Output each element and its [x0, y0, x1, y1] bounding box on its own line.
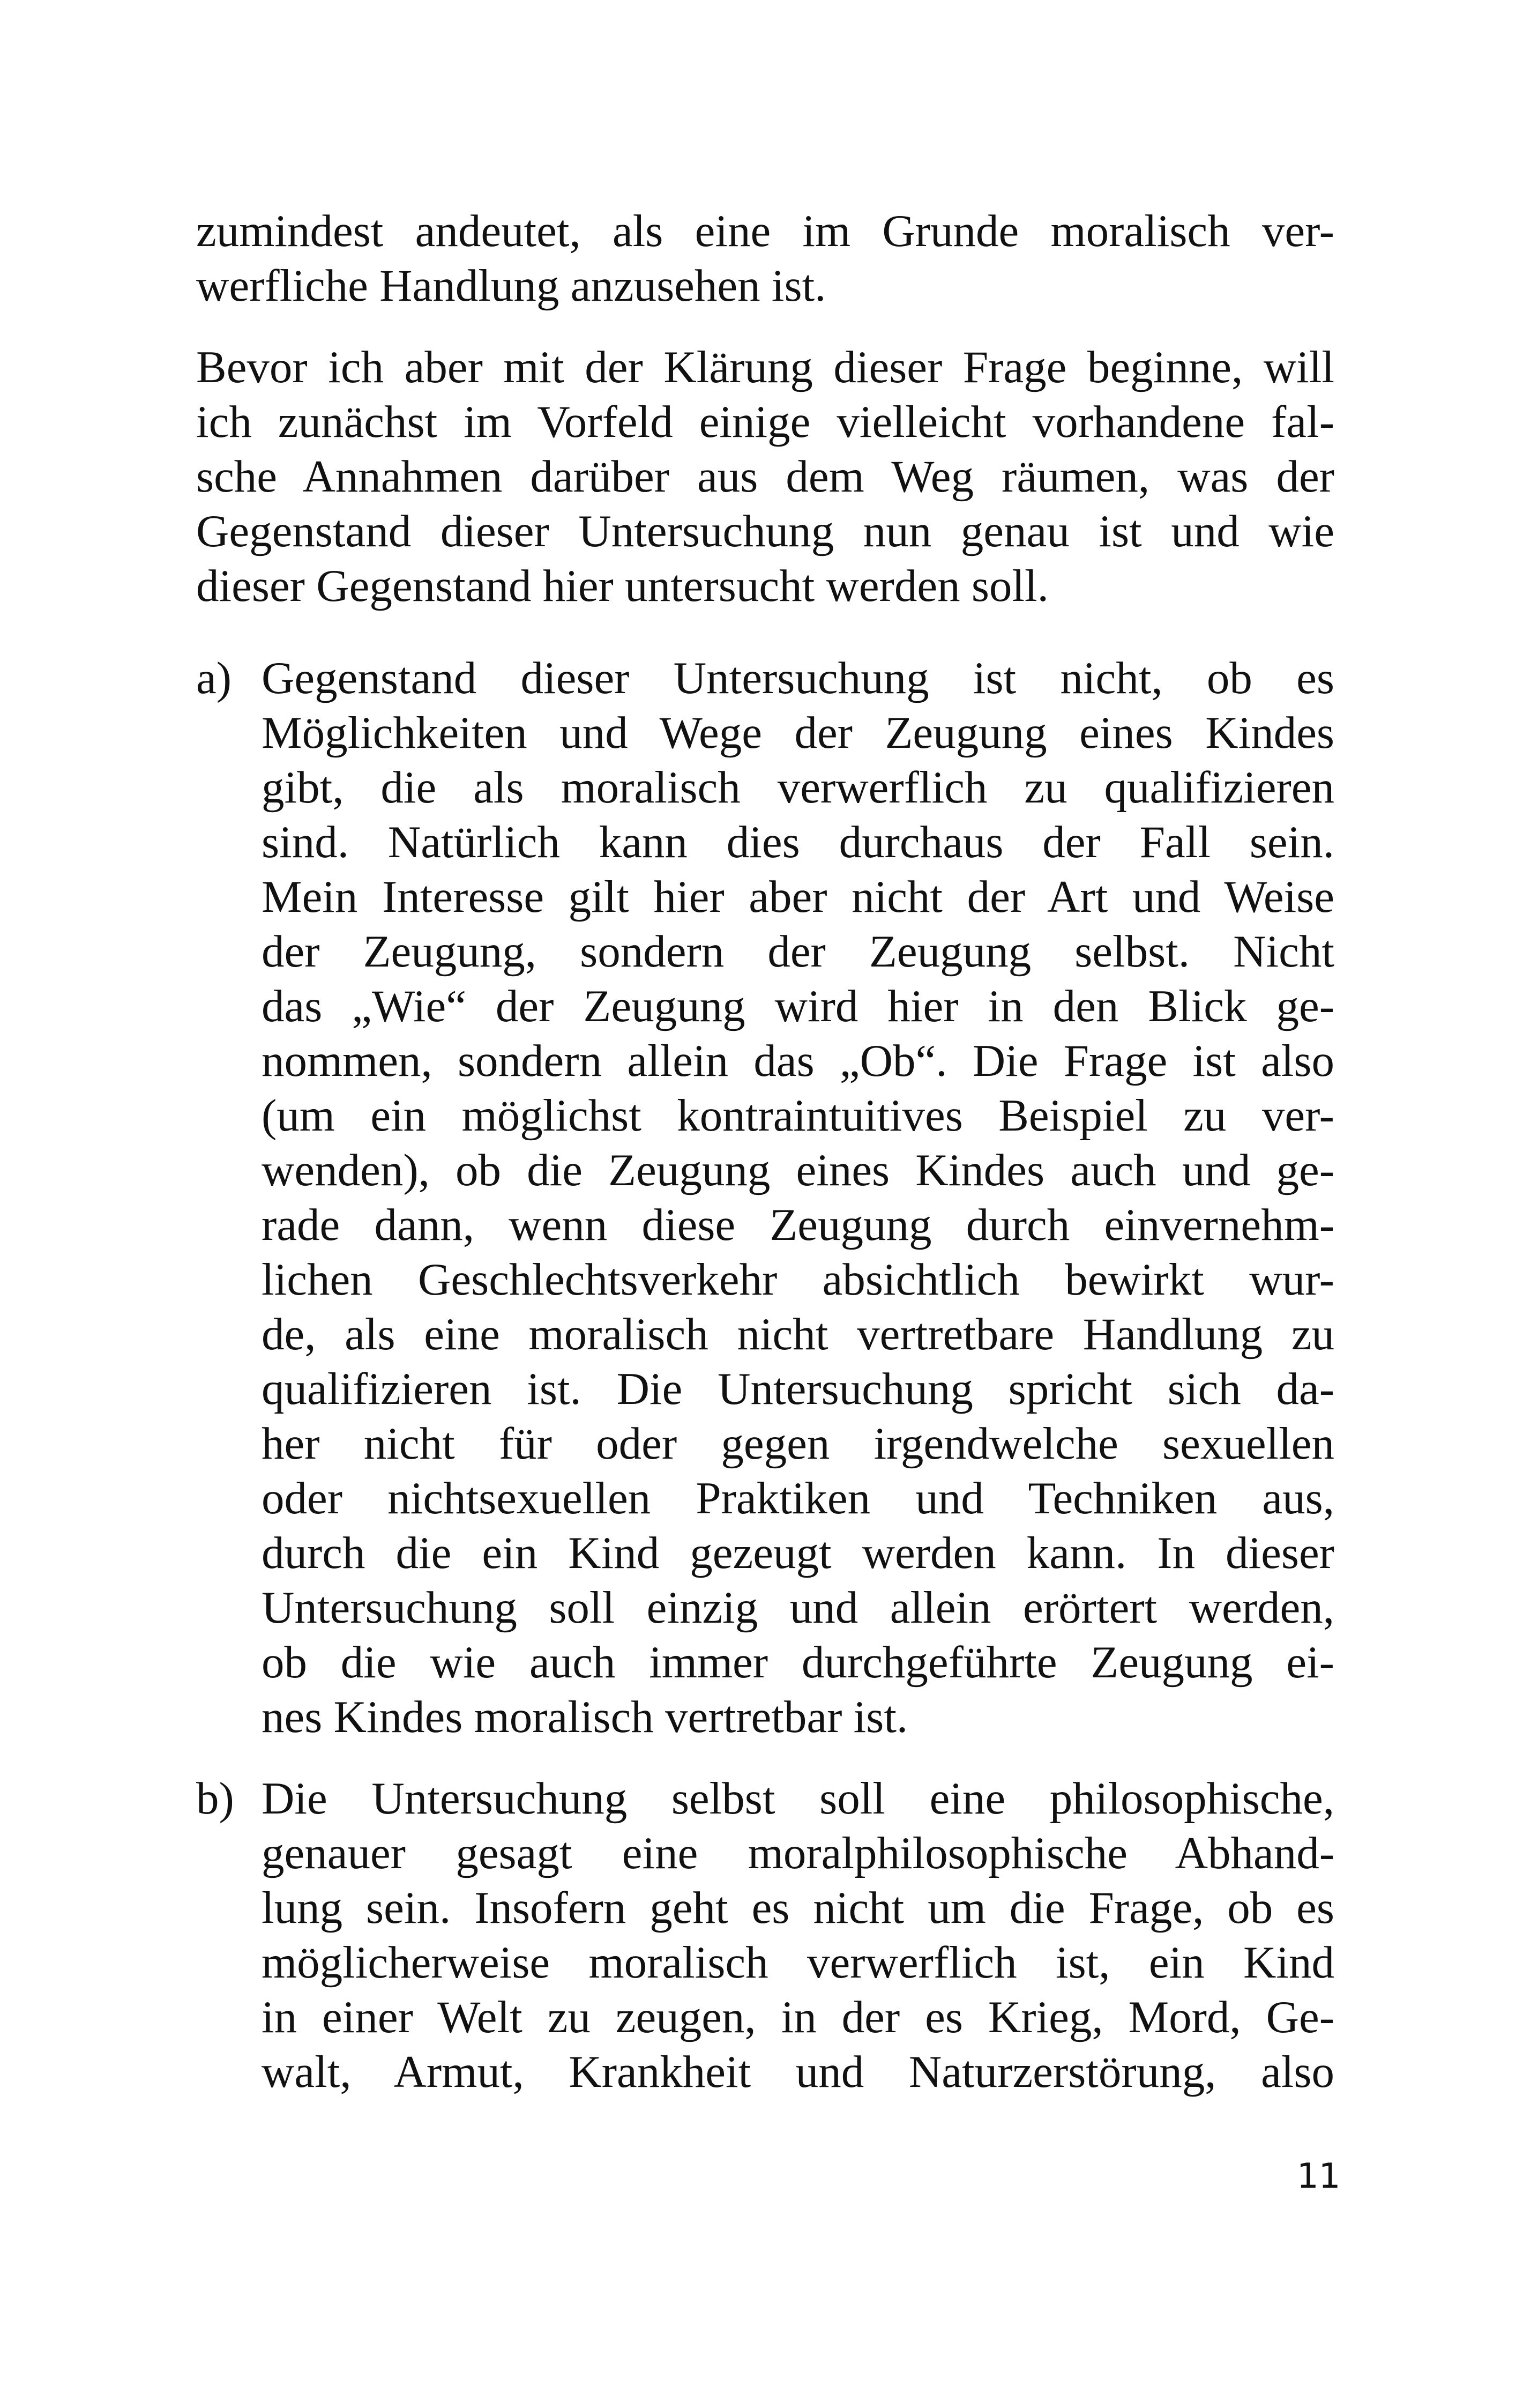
- text-line: (um ein möglichst kontraintuitives Beispiel zu ver-: [262, 1090, 1334, 1141]
- text-line: lung sein. Insofern geht es nicht um die Frage, ob es: [262, 1883, 1334, 1933]
- text-line: oder nichtsexuellen Praktiken und Techniken aus,: [262, 1473, 1334, 1523]
- list-marker: b): [196, 1773, 234, 1824]
- text-line: werfliche Handlung anzusehen ist.: [196, 261, 826, 311]
- text-line: in einer Welt zu zeugen, in der es Krieg, Mord, Ge-: [262, 1992, 1334, 2042]
- paragraph-1: [196, 204, 1334, 313]
- text-line: wenden), ob die Zeugung eines Kindes auch und ge-: [262, 1145, 1334, 1195]
- text-line: Gegenstand dieser Untersuchung ist nicht, ob es: [262, 653, 1334, 703]
- text-line: durch die ein Kind gezeugt werden kann. In dieser: [262, 1528, 1334, 1578]
- text-line: Bevor ich aber mit der Klärung dieser Frage beginne, will: [196, 342, 1334, 392]
- text-line: walt, Armut, Krankheit und Naturzerstörung, also: [262, 2047, 1334, 2097]
- text-line: Untersuchung soll einzig und allein erörtert werden,: [262, 1582, 1334, 1633]
- text-line: Mein Interesse gilt hier aber nicht der Art und Weise: [262, 872, 1334, 922]
- list-marker: a): [196, 653, 232, 703]
- text-line: de, als eine moralisch nicht vertretbare Handlung zu: [262, 1309, 1334, 1359]
- list-item-text: [262, 651, 1334, 1744]
- enumerated-list: [196, 651, 1334, 2099]
- text-line: nommen, sondern allein das „Ob“. Die Frage ist also: [262, 1036, 1334, 1086]
- text-line: Gegenstand dieser Untersuchung nun genau ist und wie: [196, 506, 1334, 556]
- text-line: ich zunächst im Vorfeld einige vielleicht vorhandene fal-: [196, 397, 1334, 447]
- text-line: Möglichkeiten und Wege der Zeugung eines Kindes: [262, 708, 1334, 758]
- text-line: her nicht für oder gegen irgendwelche sexuellen: [262, 1418, 1334, 1469]
- text-line: dieser Gegenstand hier untersucht werden soll.: [196, 561, 1049, 611]
- list-item-a: [196, 651, 1334, 1744]
- text-line: qualifizieren ist. Die Untersuchung spricht sich da-: [262, 1364, 1334, 1414]
- text-line: das „Wie“ der Zeugung wird hier in den Blick ge-: [262, 981, 1334, 1031]
- text-line: nes Kindes moralisch vertretbar ist.: [262, 1692, 908, 1742]
- text-line: lichen Geschlechtsverkehr absichtlich bewirkt wur-: [262, 1254, 1334, 1305]
- text-line: genauer gesagt eine moralphilosophische Abhand-: [262, 1828, 1334, 1878]
- text-line: zumindest andeutet, als eine im Grunde moralisch ver-: [196, 206, 1334, 256]
- list-item-text: [262, 1771, 1334, 2099]
- text-line: Die Untersuchung selbst soll eine philosophische,: [262, 1773, 1334, 1824]
- text-line: ob die wie auch immer durchgeführte Zeugung ei-: [262, 1637, 1334, 1688]
- paragraph-2: [196, 340, 1334, 613]
- list-item-b: [196, 1771, 1334, 2099]
- text-line: sche Annahmen darüber aus dem Weg räumen, was der: [196, 451, 1334, 502]
- text-line: möglicherweise moralisch verwerflich ist, ein Kind: [262, 1937, 1334, 1988]
- text-line: der Zeugung, sondern der Zeugung selbst. Nicht: [262, 926, 1334, 977]
- page-number: 11: [1297, 2157, 1341, 2196]
- page-body: [196, 204, 1334, 2126]
- text-line: gibt, die als moralisch verwerflich zu qualifizieren: [262, 762, 1334, 813]
- text-line: sind. Natürlich kann dies durchaus der Fall sein.: [262, 817, 1334, 867]
- text-line: rade dann, wenn diese Zeugung durch einvernehm-: [262, 1200, 1334, 1250]
